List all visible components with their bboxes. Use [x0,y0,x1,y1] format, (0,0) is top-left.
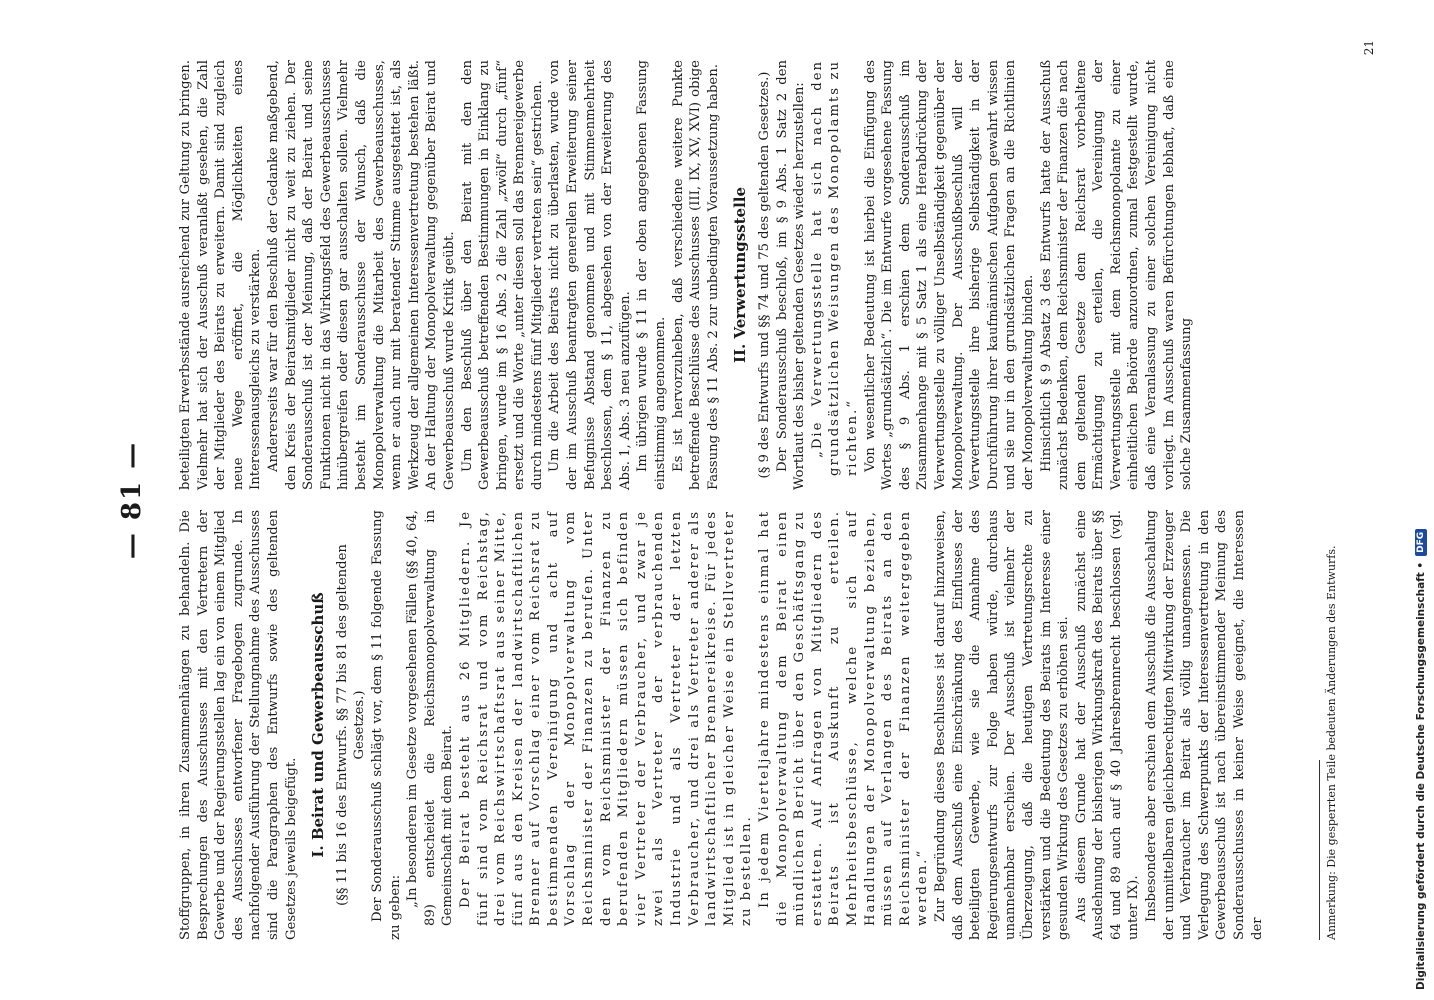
running-head: — 81 — [117,440,147,560]
paragraph: Hinsichtlich § 9 Absatz 3 des Entwurfs hatte der Ausschuß zunächst Bedenken, dem Reichsminister der Finanzen die nach dem geltenden Gesetze dem Reichsrat vorbehaltene Ermächtigung zu erteilen, die Vereinigung der Verwertungsstelle mit dem Reichsmonopolamte zu einer einheitlichen Behörde anzuordnen, zumal festgestellt wurde, daß eine Veranlassung zu einer solchen Vereinigung nicht vorliegt. Im Ausschuß waren Befürchtungen lebhaft, daß eine solche Zusammenfassung [1038,60,1195,490]
paragraph: Aus diesem Grunde hat der Ausschuß zunächst eine Ausdehnung der bisherigen Wirkungskraft des Beirats über §§ 64 und 89 auch auf § 40 Jahresbrennrecht beschlossen (vgl. unter IX). [1073,510,1142,940]
footnote-divider [1319,760,1320,940]
section-subheading: (§§ 11 bis 16 des Entwurfs. §§ 77 bis 81 des geltenden Gesetzes.) [334,544,368,906]
page-number: 21 [1362,40,1376,56]
quoted-paragraph: „In besonderen im Gesetze vorgesehenen Fällen (§§ 40, 64, 89) entscheidet die Reichsmonopolverwaltung in Gemeinschaft mit dem Beirat. [405,510,456,926]
paragraph: Der Sonderausschuß schlägt vor, dem § 11 folgende Fassung zu geben: [369,510,403,940]
paragraph: beteiligten Erwerbsstände ausreichend zur Geltung zu bringen. Vielmehr hat sich der Ausschuß veranlaßt gesehen, die Zahl der Mitglieder des Beirats zu erweitern. Damit sind zugleich neue Wege eröffnet, die Möglichkeiten eines Interessenausgleichs zu verstärken. [178,60,264,490]
paragraph: Es ist hervorzuheben, daß verschiedene weitere Punkte betreffende Beschlüsse des Ausschusses (III, IX, XV, XVI) obige Fassung des § 11 Abs. 2 zur unbedingten Voraussetzung haben. [670,60,721,490]
dfg-logo: DFG [1415,529,1427,556]
paragraph: Zur Begründung dieses Beschlusses ist darauf hinzuweisen, daß dem Ausschuß eine Einschränkung des Einflusses der beteiligten Gewerbe, wie sie die Annahme des Regierungsentwurfs zur Folge haben würde, durchaus unannehmbar erschien. Der Ausschuß ist vielmehr der Überzeugung, daß die heutigen Vertretungsrechte zu verstärken und die Bedeutung des Beirats im Interesse einer gesunden Wirkung des Gesetzes zu erhöhen sei. [932,510,1072,940]
document-page [57,40,1377,960]
paragraph: Von wesentlicher Bedeutung ist hierbei die Einfügung des Wortes „grundsätzlich“. Die im Entwurfe vorgesehene Fassung des § 9 Abs. 1 erschien dem Sonderausschuß im Zusammenhange mit § 5 Satz 1 als eine Herabdrückung der Verwertungsstelle zu völliger Unselbständigkeit gegenüber der Monopolverwaltung. Der Ausschußbeschluß will der Verwertungsstelle ihre bisherige Selbständigkeit in der Durchführung ihrer kaufmännischen Aufgaben gewahrt wissen und sie nur in den grundsätzlichen Fragen an die Richtlinien der Monopolverwaltung binden. [862,60,1036,490]
credit-text: Digitalisierung gefördert durch die Deutsche Forschungsgemeinschaft • [1415,561,1427,990]
right-column [177,60,1196,490]
quoted-paragraph: Der Beirat besteht aus 26 Mitgliedern. Je fünf sind vom Reichsrat und vom Reichstag, drei vom Reichswirtschaftsrat aus seiner Mitte, fünf aus den Kreisen der landwirtschaftlichen Brenner auf Vorschlag einer vom Reichsrat zu bestimmenden Vereinigung und acht auf Vorschlag der Monopolverwaltung vom Reichsminister der Finanzen zu berufen. Unter den vom Reichsminister der Finanzen zu berufenden Mitgliedern müssen sich befinden vier Vertreter der Verbraucher, und zwar je zwei als Vertreter der verbrauchenden Industrie und als Vertreter der letzten Verbraucher, und drei als Vertreter anderer als landwirtschaftlicher Brennereikreise. Für jedes Mitglied ist in gleicher Weise ein Stellvertreter zu bestellen. [457,510,755,926]
paragraph: Um die Arbeit des Beirats nicht zu überlasten, wurde von der im Ausschuß beantragten generellen Erweiterung seiner Befugnisse Abstand genommen und mit Stimmenmehrheit beschlossen, dem § 11, abgesehen von der Erweiterung des Abs. 1, Abs. 3 neu anzufügen. [547,60,633,490]
section-heading-verwertungsstelle: II. Verwertungsstelle [731,186,750,364]
digitization-credit [1412,0,1430,990]
paragraph: Im übrigen wurde § 11 in der oben angegebenen Fassung einstimmig angenommen. [635,60,669,490]
quoted-paragraph: „Die Verwertungsstelle hat sich nach den grundsätzlichen Weisungen des Monopolamts zu richten.“ [809,60,860,476]
paragraph: Stoffgruppen, in ihren Zusammenhängen zu behandeln. Die Besprechungen des Ausschusses mit den Vertretern der Gewerbe und der Regierungsstellen lag ein von einem Mitglied des Ausschusses entworfener Fragebogen zugrunde. In nachfolgender Ausführung der Stellungnahme des Ausschusses sind die Paragraphen des Entwurfs sowie des geltenden Gesetzes jeweils beigefügt. [178,510,299,940]
footnote: Anmerkung: Die gesperrten Teile bedeuten Änderungen des Entwurfs. [1325,545,1338,940]
paragraph: Andererseits war für den Beschluß der Gedanke maßgebend, den Kreis der Beiratsmitglieder nicht zu weit zu ziehen. Der Sonderausschuß ist der Meinung, daß der Beirat und seine Funktionen nicht in das Wirkungsfeld des Gewerbeausschusses hinübergreifen oder diesen gar ausschalten sollen. Vielmehr besteht im Sonderausschusse der Wunsch, daß die Monopolverwaltung die Mitarbeit des Gewerbeausschusses, wenn er auch nur mit beratender Stimme ausgestattet ist, als Werkzeug der allgemeinen Interessenvertretung bestehen läßt. An der Haltung der Monopolverwaltung gegenüber Beirat und Gewerbeausschuß wurde Kritik geübt. [265,60,457,490]
paragraph: Um den Beschluß über den Beirat mit den den Gewerbeausschuß betreffenden Bestimmungen in Einklang zu bringen, wurde im § 16 Abs. 2 die Zahl „zwölf“ durch „fünf“ ersetzt und die Worte „unter diesen soll das Brennereigewerbe durch mindestens fünf Mitglieder vertreten sein“ gestrichen. [459,60,545,490]
paragraph: Der Sonderausschuß beschloß, im § 9 Abs. 1 Satz 2 den Wortlaut des bisher geltenden Gesetzes wieder herzustellen: [774,60,808,490]
paragraph: Insbesondere aber erschien dem Ausschuß die Ausschaltung der unmittelbaren gleichberechtigten Mitwirkung der Erzeuger und Verbraucher im Beirat als völlig unangemessen. Die Verlegung des Schwerpunkts der Interessenvertretung in den Gewerbeausschuß ist nach übereinstimmender Meinung des Sonderausschusses in keiner Weise geeignet, die Interessen der [1144,510,1265,940]
section-subheading: (§ 9 des Entwurfs und §§ 74 und 75 des geltenden Gesetzes.) [757,71,772,479]
left-column [177,510,1266,940]
quoted-paragraph: In jedem Vierteljahre mindestens einmal hat die Monopolverwaltung dem Beirat einen mündlichen Bericht über den Geschäftsgang zu erstatten. Auf Anfragen von Mitgliedern des Beirats ist Auskunft zu erteilen. Mehrheitsbeschlüsse, welche sich auf Handlungen der Monopolverwaltung beziehen, müssen auf Verlangen des Beirats an den Reichsminister der Finanzen weitergegeben werden.“ [757,510,931,926]
section-heading-beirat: I. Beirat und Gewerbeausschuß [309,592,328,858]
